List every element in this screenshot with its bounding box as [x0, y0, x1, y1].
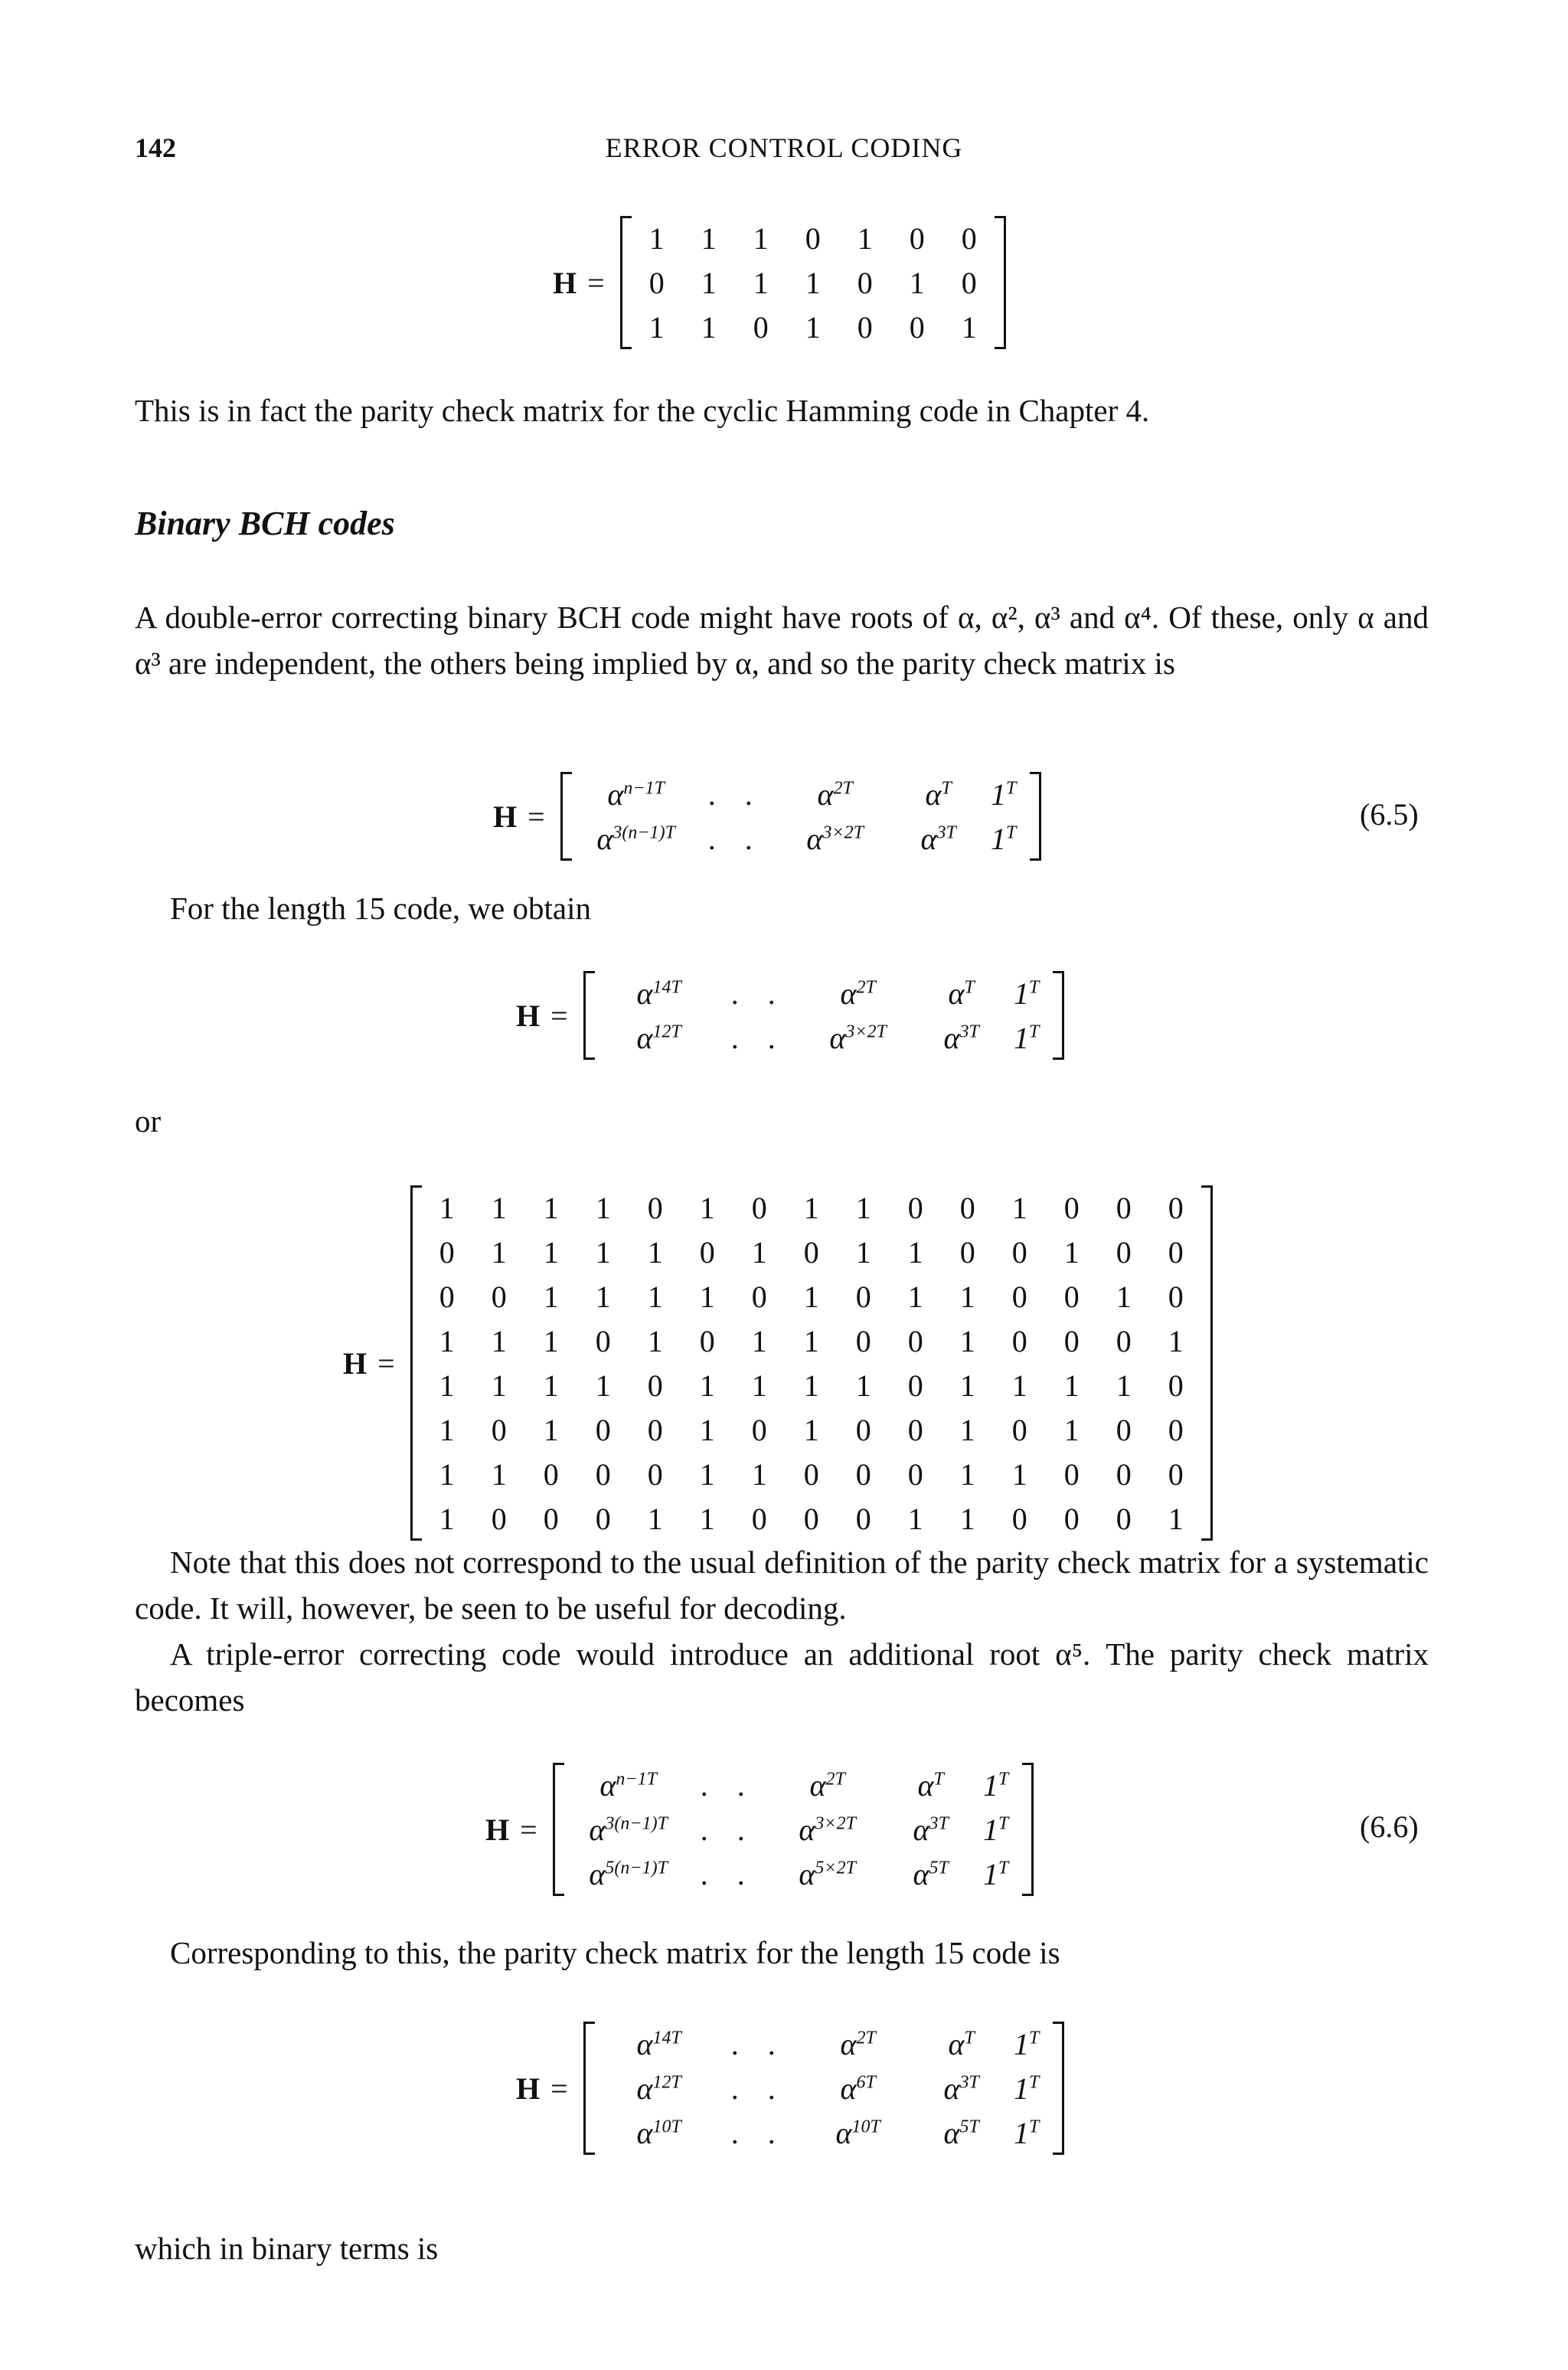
- matrix-cell: 1: [439, 1323, 455, 1358]
- matrix-cell: 1: [699, 1368, 715, 1403]
- matrix-bracket: [410, 1185, 1213, 1541]
- matrix-cell: 0: [1011, 1323, 1027, 1358]
- matrix-cell: 1: [1063, 1368, 1080, 1403]
- matrix-cell: 1: [909, 265, 925, 300]
- matrix-entry: $1^T$: [1014, 2115, 1040, 2150]
- section-heading: Binary BCH codes: [135, 505, 395, 542]
- matrix-cell: 1: [595, 1279, 611, 1314]
- matrix-cell: 1: [648, 221, 665, 256]
- matrix-entry: $\alpha^{5T}$: [943, 2115, 979, 2150]
- equation-hamming-matrix: [553, 216, 1006, 349]
- matrix-entry: $\alpha^T$: [948, 2026, 975, 2061]
- equals-sign: =: [520, 1812, 537, 1847]
- matrix-row: [571, 772, 1031, 816]
- matrix-cell: 0: [961, 221, 977, 256]
- matrix-cell: 1: [857, 221, 873, 256]
- matrix-cell: 1: [803, 1323, 819, 1358]
- matrix-cell: 1: [491, 1190, 507, 1225]
- matrix-cell: 1: [439, 1368, 455, 1403]
- matrix-entry: $\alpha^{10T}$: [636, 2115, 681, 2150]
- matrix-cell: 1: [699, 1501, 715, 1536]
- matrix-cell: 1: [959, 1501, 975, 1536]
- matrix-row: [421, 1496, 1202, 1541]
- matrix-cell: 0: [1116, 1190, 1132, 1225]
- matrix-entry: $\alpha^{3T}$: [943, 2071, 979, 2106]
- matrix-entry: $\alpha^{n-1T}$: [599, 1767, 657, 1803]
- matrix-cell: 1: [647, 1279, 663, 1314]
- symbolic-matrix: [564, 1763, 1023, 1896]
- matrix-cell: 1: [855, 1190, 871, 1225]
- hamming-matrix: [631, 216, 995, 349]
- matrix-cell: 0: [1116, 1234, 1132, 1270]
- matrix-cell: 0: [1063, 1190, 1080, 1225]
- paragraph-length-15-triple: Corresponding to this, the parity check matrix for the length 15 code is: [170, 1935, 1060, 1970]
- matrix-cell: 0: [543, 1456, 559, 1492]
- matrix-cell: 1: [751, 1323, 767, 1358]
- matrix-cell: 1: [803, 1190, 819, 1225]
- matrix-cell: 1: [959, 1368, 975, 1403]
- matrix-row: [421, 1185, 1202, 1230]
- matrix-cell: 0: [1063, 1323, 1080, 1358]
- equation-number-6-5: (6.5): [1360, 797, 1419, 832]
- matrix-cell: 0: [1168, 1279, 1184, 1314]
- matrix-cell: 1: [1116, 1279, 1132, 1314]
- matrix-entry: $1^T$: [983, 1856, 1009, 1891]
- matrix-row: [421, 1363, 1202, 1407]
- matrix-cell: 1: [959, 1323, 975, 1358]
- matrix-symbol: H: [493, 799, 518, 834]
- matrix-cell: 0: [1116, 1323, 1132, 1358]
- matrix-cell: 0: [855, 1456, 871, 1492]
- matrix-cell: 1: [439, 1190, 455, 1225]
- matrix-cell: 0: [857, 309, 873, 345]
- equation-length-15: [516, 971, 1064, 1060]
- matrix-entry: $\alpha^{3\times 2T}$: [799, 1812, 856, 1847]
- matrix-entry: $\alpha^{2T}$: [817, 776, 853, 812]
- matrix-symbol: H: [553, 265, 577, 300]
- matrix-entry: . .: [730, 1020, 786, 1055]
- matrix-cell: 0: [857, 265, 873, 300]
- matrix-cell: 1: [595, 1234, 611, 1270]
- matrix-entry: $\alpha^{3(n-1)T}$: [589, 1812, 668, 1847]
- matrix-cell: 0: [491, 1412, 507, 1447]
- matrix-entry: $1^T$: [983, 1767, 1009, 1803]
- matrix-cell: 0: [1011, 1412, 1027, 1447]
- binary-matrix: [421, 1185, 1202, 1541]
- matrix-cell: 0: [907, 1368, 923, 1403]
- matrix-cell: 0: [907, 1456, 923, 1492]
- running-head: ERROR CONTROL CODING: [605, 132, 963, 163]
- matrix-cell: 1: [648, 309, 665, 345]
- matrix-cell: 1: [803, 1412, 819, 1447]
- matrix-cell: 1: [753, 221, 769, 256]
- matrix-entry: $\alpha^T$: [925, 776, 952, 812]
- matrix-cell: 0: [855, 1323, 871, 1358]
- matrix-entry: $\alpha^{3T}$: [913, 1812, 949, 1847]
- matrix-cell: 0: [907, 1190, 923, 1225]
- matrix-cell: 1: [439, 1456, 455, 1492]
- equation-binary-matrix: [343, 1185, 1213, 1541]
- matrix-row: [421, 1274, 1202, 1319]
- matrix-cell: 1: [805, 309, 821, 345]
- matrix-symbol: H: [516, 2071, 541, 2106]
- matrix-row: [594, 2110, 1054, 2155]
- equation-number-6-6: (6.6): [1360, 1809, 1419, 1844]
- matrix-cell: 1: [491, 1323, 507, 1358]
- equation-6-5: [493, 772, 1041, 861]
- matrix-cell: 1: [1011, 1190, 1027, 1225]
- matrix-cell: 0: [855, 1412, 871, 1447]
- matrix-cell: 0: [751, 1412, 767, 1447]
- matrix-row: [564, 1763, 1023, 1807]
- matrix-cell: 0: [1168, 1234, 1184, 1270]
- matrix-cell: 0: [959, 1190, 975, 1225]
- matrix-cell: 0: [647, 1412, 663, 1447]
- matrix-row: [571, 816, 1031, 861]
- matrix-entry: $\alpha^T$: [917, 1767, 944, 1803]
- matrix-cell: 1: [491, 1234, 507, 1270]
- matrix-entry: . .: [707, 776, 763, 812]
- matrix-cell: 0: [751, 1279, 767, 1314]
- equation-6-6: [485, 1763, 1034, 1896]
- matrix-entry: . .: [700, 1856, 756, 1891]
- matrix-entry: $\alpha^{2T}$: [809, 1767, 845, 1803]
- matrix-cell: 0: [1116, 1456, 1132, 1492]
- matrix-row: [421, 1319, 1202, 1363]
- matrix-entry: $\alpha^{6T}$: [840, 2071, 876, 2106]
- matrix-cell: 0: [543, 1501, 559, 1536]
- matrix-cell: 1: [699, 1279, 715, 1314]
- matrix-cell: 1: [803, 1279, 819, 1314]
- matrix-bracket: [583, 2022, 1064, 2155]
- matrix-entry: $\alpha^{n-1T}$: [607, 776, 665, 812]
- matrix-cell: 1: [907, 1234, 923, 1270]
- matrix-cell: 1: [543, 1412, 559, 1447]
- matrix-entry: $\alpha^{5\times 2T}$: [799, 1856, 856, 1891]
- matrix-cell: 0: [647, 1190, 663, 1225]
- matrix-entry: $\alpha^{3\times 2T}$: [806, 821, 864, 856]
- matrix-entry: $\alpha^{12T}$: [636, 1020, 681, 1055]
- matrix-cell: 0: [595, 1412, 611, 1447]
- matrix-cell: 0: [491, 1501, 507, 1536]
- matrix-cell: 1: [699, 1190, 715, 1225]
- page-number: 142: [135, 132, 176, 163]
- matrix-cell: 1: [491, 1368, 507, 1403]
- matrix-entry: $\alpha^{12T}$: [636, 2071, 681, 2106]
- matrix-row: [631, 216, 995, 260]
- matrix-row: [564, 1807, 1023, 1852]
- matrix-cell: 1: [647, 1234, 663, 1270]
- matrix-cell: 0: [1011, 1501, 1027, 1536]
- matrix-row: [594, 2022, 1054, 2066]
- matrix-entry: $\alpha^T$: [948, 976, 975, 1011]
- matrix-cell: 0: [648, 265, 665, 300]
- matrix-entry: . .: [700, 1767, 756, 1803]
- matrix-cell: 1: [907, 1279, 923, 1314]
- matrix-row: [594, 971, 1054, 1015]
- matrix-cell: 0: [595, 1323, 611, 1358]
- matrix-entry: $1^T$: [1014, 2071, 1040, 2106]
- matrix-cell: 0: [647, 1368, 663, 1403]
- matrix-cell: 0: [1168, 1368, 1184, 1403]
- paragraph-binary-terms: which in binary terms is: [135, 2231, 439, 2266]
- matrix-entry: $1^T$: [991, 776, 1017, 812]
- matrix-cell: 0: [909, 221, 925, 256]
- matrix-cell: 0: [1116, 1501, 1132, 1536]
- matrix-entry: $\alpha^{3T}$: [943, 1020, 979, 1055]
- matrix-cell: 0: [855, 1279, 871, 1314]
- matrix-row: [594, 1015, 1054, 1060]
- equation-length-15-triple: [516, 2022, 1064, 2155]
- equals-sign: =: [550, 998, 568, 1033]
- matrix-cell: 1: [699, 1456, 715, 1492]
- matrix-cell: 0: [907, 1412, 923, 1447]
- matrix-cell: 1: [543, 1323, 559, 1358]
- matrix-entry: $1^T$: [1014, 1020, 1040, 1055]
- matrix-row: [421, 1230, 1202, 1274]
- matrix-cell: 0: [753, 309, 769, 345]
- matrix-entry: $\alpha^{5(n-1)T}$: [589, 1856, 668, 1891]
- matrix-cell: 0: [959, 1234, 975, 1270]
- matrix-cell: 0: [1168, 1456, 1184, 1492]
- matrix-entry: . .: [707, 821, 763, 856]
- matrix-entry: $1^T$: [983, 1812, 1009, 1847]
- matrix-cell: 0: [491, 1279, 507, 1314]
- matrix-cell: 1: [595, 1190, 611, 1225]
- symbolic-matrix: [571, 772, 1031, 861]
- matrix-cell: 1: [699, 1412, 715, 1447]
- matrix-row: [594, 2066, 1054, 2110]
- matrix-entry: $\alpha^{2T}$: [840, 976, 876, 1011]
- matrix-cell: 1: [961, 309, 977, 345]
- matrix-cell: 1: [753, 265, 769, 300]
- matrix-entry: $\alpha^{2T}$: [840, 2026, 876, 2061]
- matrix-cell: 0: [439, 1234, 455, 1270]
- paragraph-hamming-note: This is in fact the parity check matrix for the cyclic Hamming code in Chapter 4.: [135, 393, 1150, 428]
- matrix-bracket: [560, 772, 1041, 861]
- word-or: or: [135, 1103, 162, 1139]
- matrix-cell: 1: [751, 1368, 767, 1403]
- matrix-cell: 1: [805, 265, 821, 300]
- matrix-cell: 0: [1011, 1279, 1027, 1314]
- matrix-cell: 0: [439, 1279, 455, 1314]
- matrix-cell: 1: [491, 1456, 507, 1492]
- matrix-cell: 0: [961, 265, 977, 300]
- matrix-cell: 1: [855, 1234, 871, 1270]
- matrix-entry: . .: [700, 1812, 756, 1847]
- matrix-symbol: H: [516, 998, 541, 1033]
- matrix-entry: $\alpha^{14T}$: [636, 2026, 681, 2061]
- equals-sign: =: [528, 799, 545, 834]
- matrix-entry: . .: [730, 976, 786, 1011]
- matrix-entry: $1^T$: [1014, 2026, 1040, 2061]
- matrix-entry: $\alpha^{5T}$: [913, 1856, 949, 1891]
- matrix-entry: . .: [730, 2071, 786, 2106]
- symbolic-matrix: [594, 2022, 1054, 2155]
- matrix-cell: 0: [751, 1190, 767, 1225]
- matrix-cell: 0: [1063, 1501, 1080, 1536]
- matrix-entry: $\alpha^{3\times 2T}$: [829, 1020, 887, 1055]
- matrix-cell: 1: [959, 1412, 975, 1447]
- matrix-entry: $1^T$: [991, 821, 1017, 856]
- matrix-cell: 1: [647, 1501, 663, 1536]
- matrix-cell: 0: [803, 1234, 819, 1270]
- matrix-cell: 1: [701, 221, 717, 256]
- matrix-cell: 1: [439, 1501, 455, 1536]
- matrix-entry: $1^T$: [1014, 976, 1040, 1011]
- matrix-cell: 1: [855, 1368, 871, 1403]
- matrix-bracket: [583, 971, 1064, 1060]
- matrix-entry: $\alpha^{3T}$: [920, 821, 956, 856]
- matrix-cell: 0: [1116, 1412, 1132, 1447]
- matrix-cell: 0: [1063, 1456, 1080, 1492]
- matrix-row: [631, 305, 995, 349]
- matrix-cell: 0: [647, 1456, 663, 1492]
- matrix-cell: 1: [751, 1234, 767, 1270]
- matrix-row: [631, 260, 995, 305]
- matrix-cell: 1: [701, 309, 717, 345]
- matrix-entry: $\alpha^{3(n-1)T}$: [596, 821, 675, 856]
- matrix-cell: 0: [907, 1323, 923, 1358]
- matrix-entry: $\alpha^{14T}$: [636, 976, 681, 1011]
- matrix-cell: 0: [805, 221, 821, 256]
- matrix-cell: 1: [803, 1368, 819, 1403]
- matrix-bracket: [620, 216, 1006, 349]
- matrix-cell: 1: [595, 1368, 611, 1403]
- equals-sign: =: [377, 1345, 395, 1381]
- matrix-cell: 0: [803, 1501, 819, 1536]
- matrix-cell: 1: [439, 1412, 455, 1447]
- matrix-bracket: [553, 1763, 1034, 1896]
- matrix-cell: 0: [1168, 1190, 1184, 1225]
- matrix-cell: 1: [1168, 1501, 1184, 1536]
- equals-sign: =: [587, 265, 605, 300]
- matrix-cell: 1: [1063, 1412, 1080, 1447]
- matrix-cell: 1: [959, 1456, 975, 1492]
- matrix-cell: 0: [855, 1501, 871, 1536]
- matrix-cell: 1: [647, 1323, 663, 1358]
- matrix-cell: 0: [909, 309, 925, 345]
- matrix-cell: 1: [959, 1279, 975, 1314]
- matrix-cell: 1: [543, 1279, 559, 1314]
- matrix-cell: 1: [751, 1456, 767, 1492]
- matrix-cell: 0: [1011, 1234, 1027, 1270]
- matrix-symbol: H: [485, 1812, 510, 1847]
- matrix-entry: . .: [730, 2115, 786, 2150]
- paragraph-double-error: A double-error correcting binary BCH code might have roots of α, α², α³ and α⁴. Of these, only α and α³ are independent, the others being implied by α, and so the parity check matrix is: [135, 600, 1429, 681]
- equals-sign: =: [550, 2071, 568, 2106]
- matrix-cell: 0: [699, 1234, 715, 1270]
- matrix-cell: 1: [1011, 1456, 1027, 1492]
- matrix-cell: 0: [751, 1501, 767, 1536]
- matrix-entry: $\alpha^{10T}$: [835, 2115, 880, 2150]
- matrix-cell: 0: [803, 1456, 819, 1492]
- matrix-cell: 1: [701, 265, 717, 300]
- symbolic-matrix: [594, 971, 1054, 1060]
- matrix-cell: 0: [699, 1323, 715, 1358]
- matrix-cell: 1: [1011, 1368, 1027, 1403]
- matrix-row: [564, 1852, 1023, 1896]
- matrix-cell: 0: [1063, 1279, 1080, 1314]
- paragraph-note-systematic: Note that this does not correspond to the usual definition of the parity check matrix for a systematic code. It will, however, be seen to be useful for decoding.: [135, 1545, 1429, 1626]
- matrix-cell: 1: [1063, 1234, 1080, 1270]
- matrix-cell: 1: [1116, 1368, 1132, 1403]
- matrix-cell: 1: [543, 1234, 559, 1270]
- matrix-cell: 0: [1168, 1412, 1184, 1447]
- matrix-cell: 0: [595, 1456, 611, 1492]
- matrix-cell: 1: [543, 1190, 559, 1225]
- matrix-cell: 1: [1168, 1323, 1184, 1358]
- matrix-cell: 0: [595, 1501, 611, 1536]
- paragraph-triple-error: A triple-error correcting code would introduce an additional root α⁵. The parity check matrix becomes: [135, 1636, 1429, 1718]
- matrix-cell: 1: [543, 1368, 559, 1403]
- paragraph-length-15: For the length 15 code, we obtain: [170, 891, 591, 926]
- matrix-row: [421, 1407, 1202, 1452]
- matrix-cell: 1: [907, 1501, 923, 1536]
- matrix-entry: . .: [730, 2026, 786, 2061]
- matrix-row: [421, 1452, 1202, 1496]
- matrix-symbol: H: [343, 1345, 368, 1381]
